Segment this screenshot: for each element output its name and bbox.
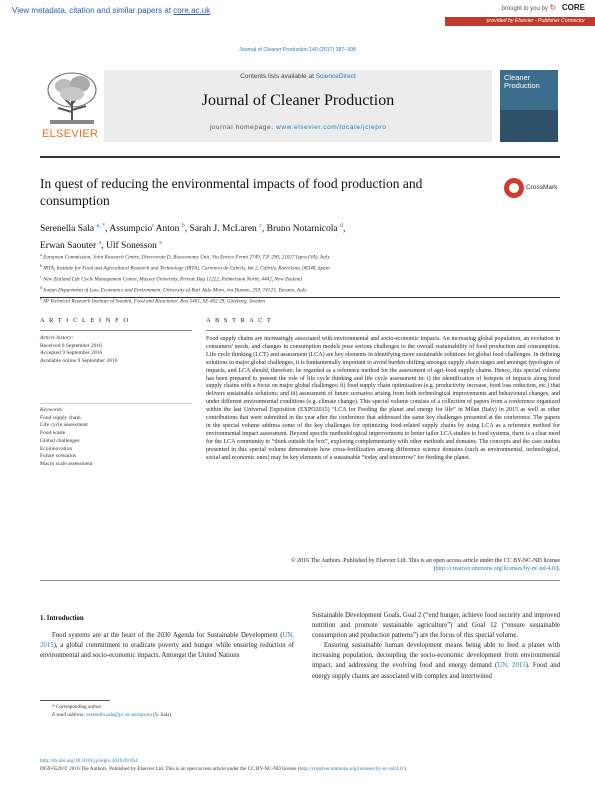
abstract-heading: A B S T R A C T — [206, 317, 273, 324]
abstract-bottom-divider — [40, 580, 560, 581]
keyword: Global challenges — [40, 437, 80, 444]
keyword: Life cycle assessment — [40, 422, 88, 429]
author-sup[interactable]: c — [259, 223, 262, 229]
elsevier-wordmark: ELSEVIER — [42, 128, 99, 140]
affiliation: $^a$ European Commission, Joint Research Centre, Directorate D, Bioeconomy Unit, Via Enrico Fermi 2749, T.P. 290, 21027 Ispra (VA), Italy — [40, 252, 330, 261]
author-name[interactable]: Bruno Notarnicola — [266, 224, 338, 235]
footnote — [40, 704, 294, 719]
core-logo[interactable]: CORE — [561, 3, 585, 12]
core-banner — [0, 0, 595, 28]
core-brought-by — [455, 3, 585, 17]
issn-line — [40, 766, 560, 773]
sciencedirect-link[interactable]: ScienceDirect — [315, 73, 356, 80]
author-name[interactable]: Erwan Saouter — [40, 241, 97, 252]
crossmark-icon — [504, 178, 524, 198]
copyright-prefix: © 2016 The Authors. Published by Elsevier Ltd. This is an open access article under the CC BY-NC-ND license ( — [291, 558, 560, 572]
abstract-text: Food supply chains are increasingly associated with environmental and socio-economic impacts. An increasing global population, an evolution in consumers' needs, and changes in consumption models pose serious challenges to the overall sustainability of food production and consumption. Life cycle thinking (LCT) and assessment (LCA) are key elements in identifying more sustainable solutions for global food challenges. In defining solutions to major global challenges, it is fundamentally important to avoid burden shifting amongst supply chain stages and amongst typologies of impacts, and LCA should, therefore, be regarded as a reference method for the assessment of agri-food supply chains. Hence, this special volume has been prepared to present the role of life cycle thinking and life cycle assessment in: i) the identification of hotspots of impacts along food supply chains with a focus on major global challenges; ii) food supply chain optimisation (e.g. productivity increase, food loss reduction, etc.) that delivers sustainable solutions; and iii) assessment of future scenarios arising from both technological improvements and behavioural changes, and under different environmental conditions (e.g. climate change). This special volume consists of a collection of papers from a conference organized within the last Universal Exposition (EXPO2015) “LCA for Feeding the planet and energy for life” in Milan (Italy) in 2015 as well as other contributions that were submitted in the year after the conference that addressed the same key challenges presented at the conference. The papers in the special volume address some of the key challenges for optimizing food-related supply chains by using LCA as a reference method for environmental impact assessment. Beyond specific methodological improvements to better tailor LCA studies to food systems, there is a clear need for the LCA community to “think outside the box”, exploring complementarity with other methods and domains. The concepts and the case studies presented in this special volume demonstrate how cross-fertilization among difference science domains (such as environmental, technological, social and economic ones) may be key elements of a sustainable “today and tomorrow” for feeding the planet. — [206, 336, 560, 461]
journal-cover[interactable] — [500, 70, 558, 142]
body-left-column — [40, 631, 294, 661]
journal-citation[interactable]: Journal of Cleaner Production 140 (2017) 387–398 — [239, 47, 356, 53]
crossmark-label: CrossMark — [526, 184, 558, 191]
core-metadata-text — [12, 6, 210, 15]
author-name[interactable]: Serenella Sala — [40, 224, 95, 235]
author-sup[interactable]: d — [339, 223, 343, 229]
email-suffix: (S. Sala). — [151, 711, 173, 718]
keyword: Macro scale assessment — [40, 460, 93, 467]
footnote-divider — [40, 700, 110, 701]
author-list: Serenella Sala $^{a, *}$, Assumpcio' Anton $^b$, Sarah J. McLaren $^c$, Bruno Notarnicola $^d$, Erwan Saouter $^a$, Ulf Sonesson $^e$ — [40, 223, 346, 252]
body-paragraph: Sustainable Development Goals, Goal 2 (“end hunger, achieve food security and improved nutrition and promote sustainable agriculture”) and Goal 12 (“ensure sustainable consumption and production patterns”) are the focus of this special volume. — [312, 612, 560, 640]
affiliation: $^c$ New Zealand Life Cycle Management Centre, Massey University, Private Bag 11222, Palmerston North, 4442, New Zealand — [40, 274, 302, 283]
history-item: Accepted 9 September 2016 — [40, 350, 103, 357]
keywords-divider — [40, 403, 192, 404]
contents-line — [104, 73, 492, 80]
journal-title: Journal of Cleaner Production — [201, 92, 395, 109]
body-paragraph: Ensuring sustainable human development means being able to feed a planet with increasing population, decoupling the socio-economic development from environmental impact, and addressing the evolving food and energy demand (UN, 2015). Food and energy supply chains are associated with complex and intertwined — [312, 642, 560, 680]
journal-homepage — [104, 124, 492, 131]
homepage-prefix: journal homepage: — [209, 124, 274, 131]
author-sup[interactable]: a, * — [96, 223, 106, 229]
email-link[interactable]: serenella.sala@jrc.ec.europa.eu — [86, 711, 152, 718]
issn-suffix: ). — [403, 766, 408, 772]
article-info-heading: A R T I C L E I N F O — [40, 317, 130, 324]
homepage-link[interactable]: www.elsevier.com/locate/jclepro — [276, 124, 387, 131]
provided-by-strip: provided by Elsevier - Publisher Connector — [445, 17, 595, 26]
history-label: Article history: — [40, 335, 74, 341]
affiliations-divider — [40, 297, 560, 298]
article-title: In quest of reducing the environmental impacts of food production and consumption — [40, 176, 423, 208]
elsevier-logo[interactable] — [40, 70, 104, 142]
masthead — [104, 70, 492, 142]
section-heading: 1. Introduction — [40, 615, 84, 622]
elsevier-tree-icon — [44, 70, 100, 128]
core-brought-by-label: brought to you by — [501, 6, 548, 12]
article-history — [40, 335, 192, 365]
body-right-column — [312, 611, 560, 682]
author-sup[interactable]: b — [181, 223, 185, 229]
intro-text: Food systems are at the heart of the 2030 Agenda for Sustainable Development ( — [52, 632, 283, 639]
header-divider — [40, 156, 560, 158]
crossmark-badge[interactable] — [504, 178, 564, 202]
intro-text: ), a global commitment to eradicate poverty and hunger while ensuring reduction of environmental and socio-economic impacts. Amongst the United Nations — [40, 642, 294, 660]
author-sup[interactable]: a — [98, 240, 102, 247]
core-logo-icon[interactable]: ↻ — [549, 3, 557, 12]
keyword: Food supply chain — [40, 414, 81, 421]
corresponding-author-note: * Corresponding author. — [52, 704, 103, 710]
affiliation: $^d$ Ionian Department of Law, Economics and Environment, University of Bari Aldo Moro, via Duomo, 259, 74123, Taranto, Italy — [40, 285, 307, 294]
keyword: Food waste — [40, 430, 66, 437]
affiliation: $^e$ SP Technical Research Institute of Sweden, Food and Bioscience, Box 5401, SE-402 29, Göteborg, Sweden — [40, 296, 265, 305]
abstract-divider — [206, 330, 560, 331]
cover-title: Cleaner Production — [504, 73, 540, 90]
reference-link[interactable]: UN, 2015 — [497, 662, 526, 670]
reference-link[interactable]: UN, 2015 — [40, 632, 294, 650]
abstract-copyright — [206, 557, 560, 573]
email-line — [40, 712, 294, 720]
history-item: Available online 9 September 2016 — [40, 357, 118, 364]
author-sup[interactable]: e — [159, 240, 162, 247]
author-name[interactable]: Ulf Sonesson — [106, 241, 157, 252]
copyright-suffix: ). — [556, 566, 560, 572]
keywords-label: Keywords: — [40, 407, 64, 413]
core-metadata-label: View metadata, citation and similar papers at — [12, 6, 172, 15]
article-info-divider — [40, 330, 192, 331]
journal-header — [40, 70, 560, 154]
history-item: Received 8 September 2016 — [40, 342, 102, 349]
doi-link[interactable]: http://dx.doi.org/10.1016/j.jclepro.2016.09.054 — [40, 758, 138, 764]
contents-prefix: Contents lists available at — [240, 73, 314, 80]
email-label: E-mail address: — [52, 711, 86, 718]
footer-license-link[interactable]: http://creativecommons.org/licenses/by-nc-nd/4.0/ — [299, 766, 404, 772]
author-name[interactable]: Sarah J. McLaren — [189, 224, 257, 235]
license-link[interactable]: http://creativecommons.org/licenses/by-nc-nd/4.0/ — [435, 566, 557, 572]
keyword: Ecoinnovation — [40, 445, 73, 452]
cover-image — [500, 110, 558, 142]
keyword: Future scenarios — [40, 453, 77, 460]
keywords — [40, 407, 192, 469]
affiliation: $^b$ IRTA, Institute for Food and Agricultural Research and Technology (IRTA), Carretera de Cabrils, km 2, Cabrils, Barcelona, 08348, Spain — [40, 263, 330, 272]
author-name[interactable]: Assumpcio' Anton — [109, 224, 180, 235]
issn-prefix: 0959-6526/© 2016 The Authors. Published by Elsevier Ltd. This is an open access article under the CC BY-NC-ND license ( — [40, 766, 300, 772]
core-link[interactable]: core.ac.uk — [173, 6, 211, 15]
